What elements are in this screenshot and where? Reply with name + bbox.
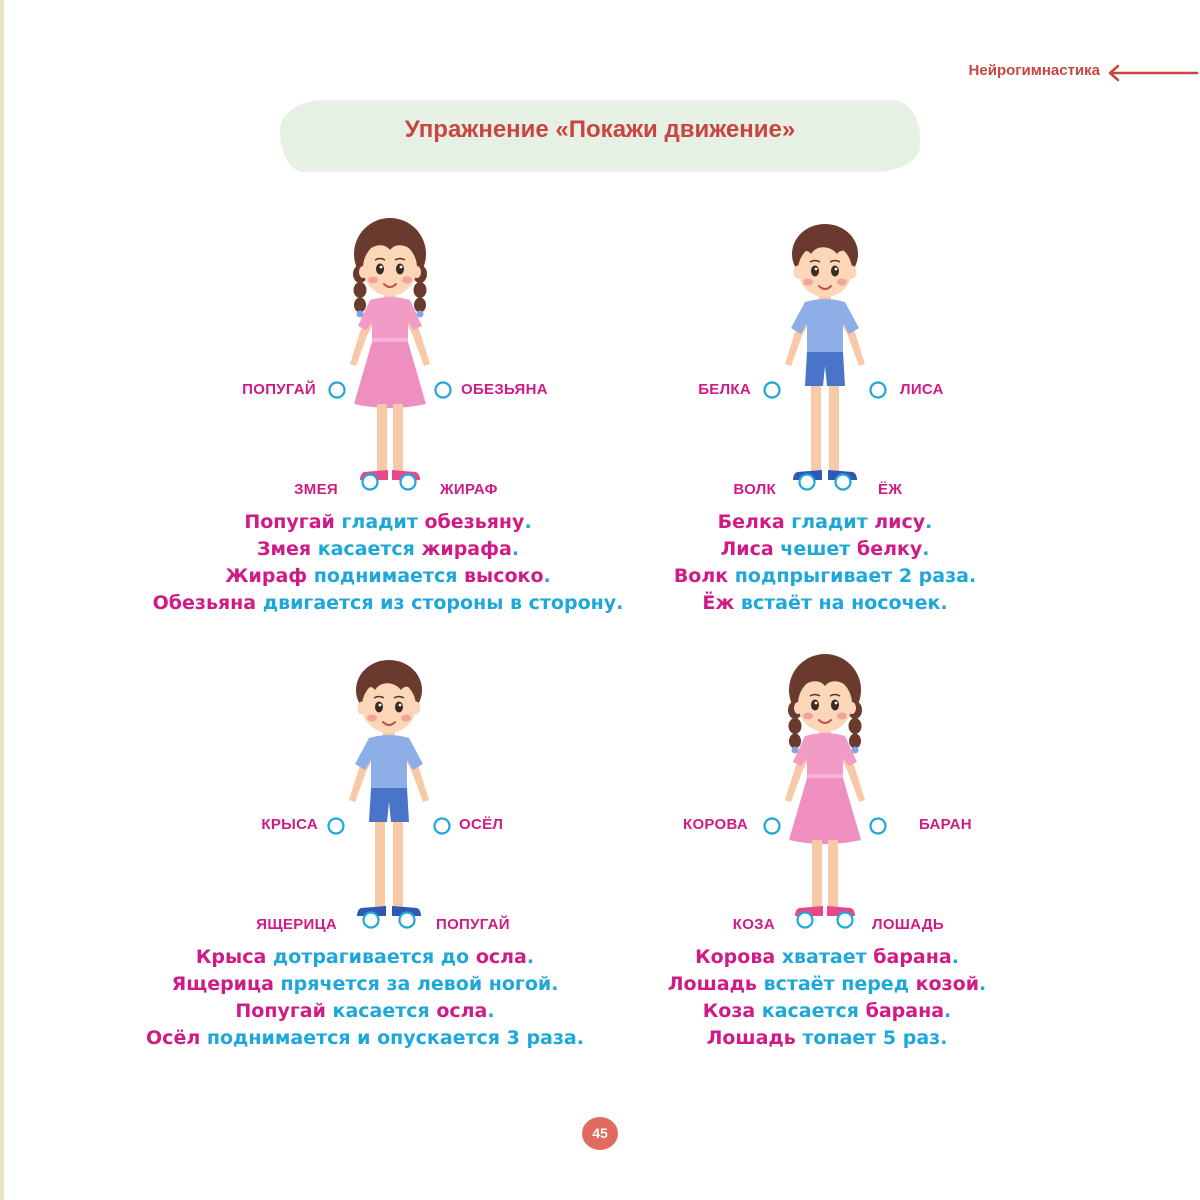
animal-word: Ёж: [702, 592, 741, 614]
panel-3-sentences: [105, 944, 625, 1052]
sentence-line: [567, 944, 1087, 971]
sentence-line: [565, 563, 1085, 590]
animal-word: осла: [475, 946, 527, 968]
animal-word: Лошадь: [706, 1027, 803, 1049]
foot-marker-left: [798, 913, 813, 928]
action-text: встаёт перед: [763, 973, 916, 995]
foot-marker-right: [400, 913, 415, 928]
label-left-hand: КОРОВА: [682, 816, 748, 833]
page-number: 45: [582, 1117, 618, 1150]
animal-word: Лиса: [720, 538, 781, 560]
sentence-line: [565, 509, 1085, 536]
girl-illustration: [745, 650, 905, 930]
animal-word: козой: [915, 973, 980, 995]
label-right-hand: ОСЁЛ: [459, 816, 504, 833]
action-text: встаёт на носочек.: [740, 592, 948, 614]
sentence-line: [105, 971, 625, 998]
animal-word: Попугай: [244, 511, 342, 533]
animal-word: барана: [865, 1000, 945, 1022]
hand-marker-left: [765, 383, 780, 398]
animal-word: Жираф: [225, 565, 314, 587]
label-right-foot: ЖИРАФ: [440, 481, 498, 498]
label-right-foot: ЛОШАДЬ: [872, 916, 944, 933]
hand-marker-left: [765, 819, 780, 834]
action-text: поднимается и опускается 3 раза.: [206, 1027, 584, 1049]
animal-word: Попугай: [235, 1000, 333, 1022]
action-text: чешет: [780, 538, 857, 560]
animal-word: Ящерица: [171, 973, 281, 995]
hand-marker-left: [329, 819, 344, 834]
action-text: подпрыгивает 2 раза.: [734, 565, 977, 587]
hand-marker-right: [871, 383, 886, 398]
action-text: касается: [317, 538, 422, 560]
page-spine-edge: [0, 0, 4, 1200]
label-right-foot: ПОПУГАЙ: [436, 916, 510, 933]
animal-word: Крыса: [195, 946, 273, 968]
action-text: .: [511, 538, 520, 560]
animal-word: Корова: [695, 946, 782, 968]
action-text: .: [922, 538, 930, 560]
action-text: топает 5 раз.: [802, 1027, 948, 1049]
action-text: .: [487, 1000, 495, 1022]
label-right-hand: ЛИСА: [900, 381, 944, 398]
animal-word: Змея: [256, 538, 318, 560]
sentence-line: [565, 590, 1085, 617]
label-left-foot: ЗМЕЯ: [294, 481, 338, 498]
action-text: .: [944, 1000, 952, 1022]
label-left-hand: ПОПУГАЙ: [242, 381, 316, 398]
action-text: хватает: [781, 946, 874, 968]
action-text: касается: [761, 1000, 866, 1022]
sentence-line: [105, 944, 625, 971]
animal-word: Белка: [717, 511, 792, 533]
foot-marker-left: [363, 475, 378, 490]
foot-marker-left: [800, 475, 815, 490]
animal-word: Коза: [702, 1000, 762, 1022]
label-right-foot: ЁЖ: [878, 481, 903, 498]
animal-word: Волк: [673, 565, 735, 587]
label-left-hand: КРЫСА: [261, 816, 318, 833]
action-text: .: [526, 946, 535, 968]
animal-word: Обезьяна: [152, 592, 263, 614]
panel-2-sentences: [565, 509, 1085, 617]
sentence-line: [567, 971, 1087, 998]
animal-word: Лошадь: [667, 973, 764, 995]
boy-illustration: [745, 214, 905, 494]
animal-word: осла: [436, 1000, 488, 1022]
animal-word: Осёл: [146, 1027, 207, 1049]
action-text: гладит: [341, 511, 425, 533]
hand-marker-right: [871, 819, 886, 834]
action-text: .: [951, 946, 959, 968]
sentence-line: [105, 1025, 625, 1052]
foot-marker-right: [401, 475, 416, 490]
animal-word: барана: [873, 946, 952, 968]
label-right-hand: ОБЕЗЬЯНА: [461, 381, 548, 398]
sentence-line: [567, 1025, 1087, 1052]
foot-marker-right: [836, 475, 851, 490]
animal-word: обезьяну: [424, 511, 525, 533]
panel-4-sentences: [567, 944, 1087, 1052]
action-text: .: [979, 973, 987, 995]
action-text: .: [925, 511, 933, 533]
hand-marker-left: [330, 383, 345, 398]
hand-marker-right: [435, 819, 450, 834]
label-left-foot: ЯЩЕРИЦА: [256, 916, 337, 933]
sentence-line: [565, 536, 1085, 563]
boy-illustration: [309, 650, 469, 930]
action-text: касается: [332, 1000, 437, 1022]
action-text: дотрагивается до: [272, 946, 476, 968]
action-text: гладит: [791, 511, 875, 533]
label-right-hand: БАРАН: [919, 816, 972, 833]
action-text: .: [543, 565, 551, 587]
label-left-foot: КОЗА: [732, 916, 775, 933]
sentence-line: [567, 998, 1087, 1025]
animal-word: жирафа: [421, 538, 512, 560]
animal-word: белку: [856, 538, 923, 560]
label-left-hand: БЕЛКА: [698, 381, 751, 398]
arrow-left-icon: [1106, 64, 1200, 82]
action-text: двигается из стороны в сторону.: [262, 592, 624, 614]
action-text: прячется за левой ногой.: [280, 973, 559, 995]
foot-marker-right: [838, 913, 853, 928]
sentence-line: [105, 998, 625, 1025]
foot-marker-left: [364, 913, 379, 928]
page-title: Упражнение «Покажи движение»: [404, 116, 796, 143]
animal-word: лису: [874, 511, 926, 533]
hand-marker-right: [436, 383, 451, 398]
label-left-foot: ВОЛК: [733, 481, 776, 498]
action-text: поднимается: [313, 565, 465, 587]
girl-illustration: [310, 214, 470, 494]
section-header-label: Нейрогимнастика: [968, 62, 1100, 79]
action-text: .: [524, 511, 532, 533]
animal-word: высоко: [464, 565, 544, 587]
